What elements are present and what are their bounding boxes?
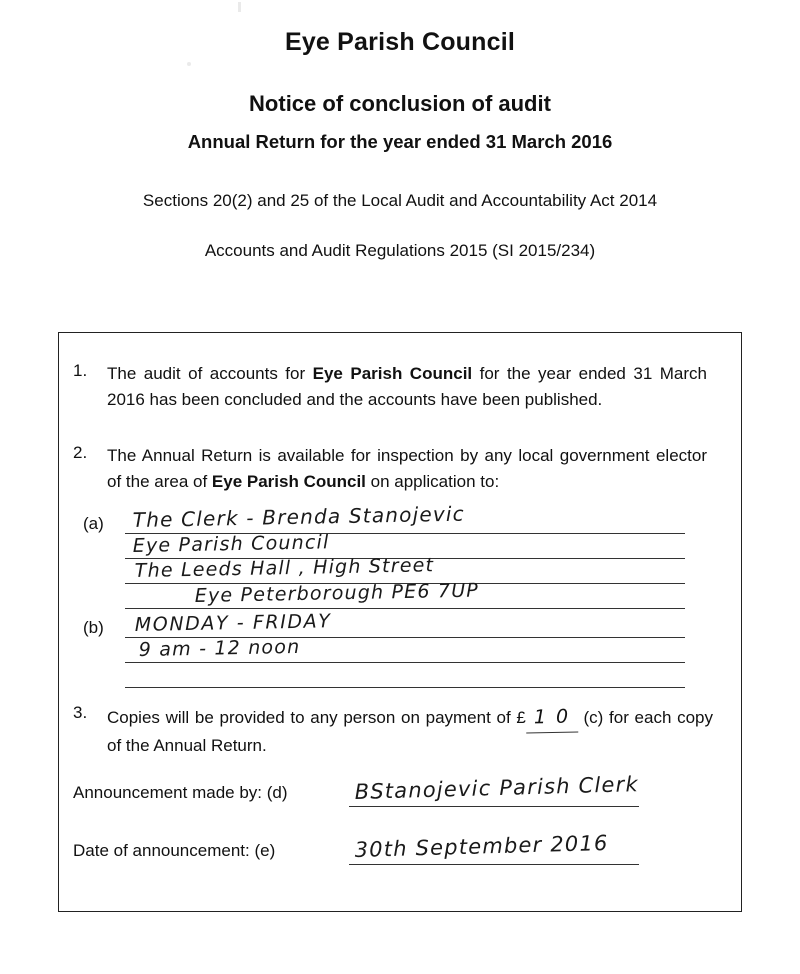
field-a-line-1[interactable] <box>125 501 685 534</box>
field-a-line-4[interactable] <box>125 579 685 609</box>
clause-1-number: 1. <box>73 361 88 380</box>
clause-1-text-before: The audit of accounts for <box>107 364 313 383</box>
notice-title: Notice of conclusion of audit <box>249 91 551 116</box>
clause-2-text-after: on application to: <box>365 471 500 491</box>
copy-price-field[interactable]: 1 0 <box>526 703 579 733</box>
field-b-line-2[interactable] <box>125 637 685 663</box>
field-b-line-1-value: MONDAY - FRIDAY <box>134 610 332 636</box>
clause-3-number: 3. <box>73 703 88 722</box>
clause-3-text-before: Copies will be provided to any person on payment of £ <box>107 708 526 727</box>
date-of-announcement-label: Date of announcement: (e) <box>73 841 276 860</box>
date-of-announcement-field[interactable] <box>349 830 639 865</box>
field-b-line-1[interactable] <box>125 612 685 638</box>
field-a-line-4-value: Eye Peterborough PE6 7UP <box>194 579 480 607</box>
clause-3-text-after: (c) for each copy of the Annual Return. <box>107 708 714 755</box>
field-a-label: (a) <box>83 514 104 533</box>
field-b-line-2-value: 9 am - 12 noon <box>138 635 301 661</box>
announcement-made-by-label: Announcement made by: (d) <box>73 783 288 802</box>
legislation-sections-line: Sections 20(2) and 25 of the Local Audit and Accountability Act 2014 <box>142 191 658 210</box>
clause-1-council-name: Eye Parish Council <box>312 364 473 383</box>
scan-artifact <box>238 2 241 12</box>
clause-2-text-before: The Annual Return is available for inspection by any local government elector of the area of <box>107 446 707 491</box>
clause-2 <box>59 443 723 494</box>
field-a-line-3-value: The Leeds Hall , High Street <box>134 554 435 582</box>
clause-3 <box>59 703 729 758</box>
field-b-line-3[interactable] <box>125 662 685 688</box>
field-b-label: (b) <box>83 618 104 637</box>
field-a-line-1-value: The Clerk - Brenda Stanojevic <box>132 501 466 532</box>
notice-body-box <box>58 332 742 912</box>
clause-1-text <box>107 361 707 412</box>
field-a-line-2-value: Eye Parish Council <box>132 531 330 557</box>
clause-2-number: 2. <box>73 443 88 462</box>
council-name: Eye Parish Council <box>284 28 516 56</box>
clause-2-council-name: Eye Parish Council <box>211 471 366 491</box>
annual-return-line: Annual Return for the year ended 31 March 2016 <box>187 131 613 152</box>
scan-artifact <box>187 62 191 66</box>
clause-3-text <box>107 703 713 758</box>
document-header <box>0 0 800 261</box>
clause-1 <box>59 361 723 412</box>
clause-1-text-after: for the year ended 31 March 2016 has been concluded and the accounts have been published. <box>107 364 707 409</box>
regulations-line: Accounts and Audit Regulations 2015 (SI 2015/234) <box>204 241 596 260</box>
announcement-made-by-value: BStanojevic Parish Clerk <box>354 772 640 804</box>
date-of-announcement-value: 30th September 2016 <box>354 830 609 862</box>
announcement-made-by-field[interactable] <box>349 772 640 807</box>
clause-2-text <box>107 443 707 494</box>
